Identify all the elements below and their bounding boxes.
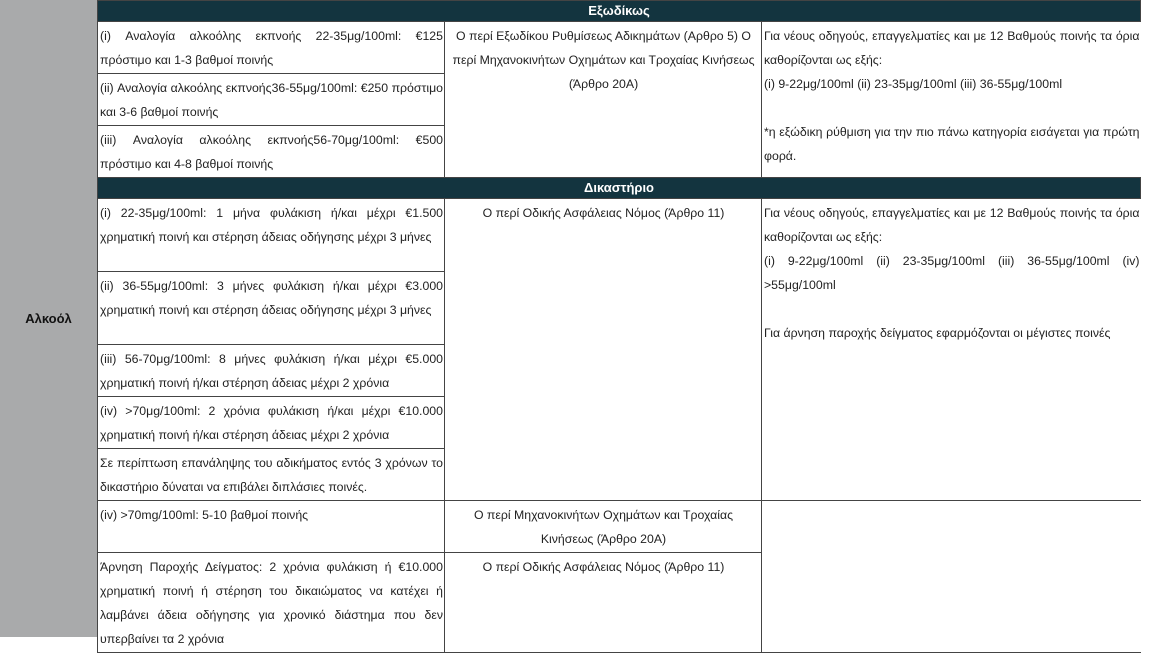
note-text: Για άρνηση παροχής δείγματος εφαρμόζονται οι μέγιστες ποινές <box>764 326 1111 340</box>
note-text: Για νέους οδηγούς, επαγγελματίες και με 12 Βαθμούς ποινής τα όρια καθορίζονται ως εξής: <box>764 29 1140 67</box>
notes-cell <box>762 199 1141 501</box>
penalty-cell: (iv) >70μg/100ml: 2 χρόνια φυλάκιση ή/και μέχρι €10.000 χρηματική ποινή ή/και στέρηση άδειας μέχρι 2 χρόνια <box>98 397 445 449</box>
note-text: *η εξώδικη ρύθμιση για την πιο πάνω κατηγορία εισάγεται για πρώτη φορά. <box>764 125 1140 163</box>
category-label: Αλκοόλ <box>25 311 72 326</box>
penalties-table <box>97 0 1141 653</box>
note-text: Για νέους οδηγούς, επαγγελματίες και με 12 Βαθμούς ποινής τα όρια καθορίζονται ως εξής: <box>764 206 1140 244</box>
table-row <box>98 22 1141 74</box>
penalty-cell: (iv) >70mg/100ml: 5-10 βαθμοί ποινής <box>98 501 445 553</box>
penalty-cell: Σε περίπτωση επανάληψης του αδικήματος εντός 3 χρόνων το δικαστήριο δύναται να επιβάλει διπλάσιες ποινές. <box>98 449 445 501</box>
section-header-row <box>98 178 1141 199</box>
penalty-cell: (iii) Αναλογία αλκοόλης εκπνοής56-70μg/100ml: €500 πρόστιμο και 4-8 βαθμοί ποινής <box>98 126 445 178</box>
law-cell: Ο περί Μηχανοκινήτων Οχημάτων και Τροχαίας Κινήσεως (Άρθρο 20Α) <box>445 501 762 553</box>
penalty-cell: (iii) 56-70μg/100ml: 8 μήνες φυλάκιση ή/και μέχρι €5.000 χρηματική ποινή ή/και στέρηση άδειας μέχρι 2 χρόνια <box>98 345 445 397</box>
section-header-row <box>98 1 1141 22</box>
penalty-cell: (ii) Αναλογία αλκοόλης εκπνοής36-55μg/100ml: €250 πρόστιμο και 3-6 βαθμοί ποινής <box>98 74 445 126</box>
penalty-cell: Άρνηση Παροχής Δείγματος: 2 χρόνια φυλάκιση ή €10.000 χρηματική ποινή ή στέρηση του δικαιώματος να κατέχει ή λαμβάνει άδεια οδήγησης για χρονικό διάστημα που δεν υπερβαίνει τα 2 χρόνια <box>98 553 445 653</box>
section-header-court: Δικαστήριο <box>98 178 1141 199</box>
penalty-cell: (i) Αναλογία αλκοόλης εκπνοής 22-35μg/100ml: €125 πρόστιμο και 1-3 βαθμοί ποινής <box>98 22 445 74</box>
empty-notes-cell <box>762 501 1141 653</box>
section-header-extrajudicial: Εξωδίκως <box>98 1 1141 22</box>
law-cell: Ο περί Οδικής Ασφάλειας Νόμος (Άρθρο 11) <box>445 199 762 501</box>
note-text: (i) 9-22μg/100ml (ii) 23-35μg/100ml (iii) 36-55μg/100ml <box>764 77 1063 91</box>
law-cell: Ο περί Οδικής Ασφάλειας Νόμος (Άρθρο 11) <box>445 553 762 653</box>
note-text: (i) 9-22μg/100ml (ii) 23-35μg/100ml (iii) 36-55μg/100ml (iv) >55μg/100ml <box>764 254 1140 292</box>
category-sidebar <box>0 0 97 637</box>
table-row <box>98 199 1141 272</box>
law-cell: Ο περί Εξωδίκου Ρυθμίσεως Αδικημάτων (Αρθρο 5) Ο περί Μηχανοκινήτων Οχημάτων και Τροχαίας Κινήσεως (Άρθρο 20Α) <box>445 22 762 178</box>
notes-cell <box>762 22 1141 178</box>
penalty-cell: (ii) 36-55μg/100ml: 3 μήνες φυλάκιση ή/και μέχρι €3.000 χρηματική ποινή και στέρηση άδειας οδήγησης μέχρι 3 μήνες <box>98 272 445 345</box>
penalty-cell: (i) 22-35μg/100ml: 1 μήνα φυλάκιση ή/και μέχρι €1.500 χρηματική ποινή και στέρηση άδειας οδήγησης μέχρι 3 μήνες <box>98 199 445 272</box>
table-row <box>98 501 1141 553</box>
